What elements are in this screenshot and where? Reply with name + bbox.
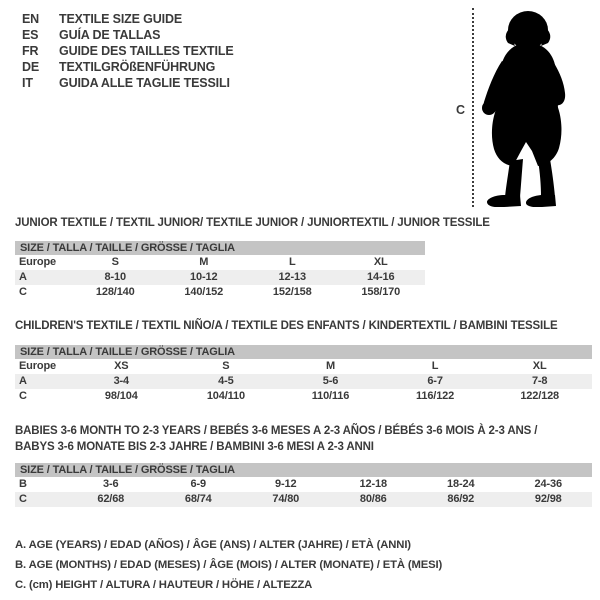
table-cell: 3-4 bbox=[113, 375, 130, 387]
height-measure-dotted-line bbox=[472, 8, 474, 207]
table-row bbox=[15, 492, 592, 507]
table-cell: 158/170 bbox=[361, 286, 401, 298]
table-cell: M bbox=[199, 256, 209, 268]
language-title: GUÍA DE TALLAS bbox=[59, 28, 161, 42]
table-cell: 4-5 bbox=[218, 375, 234, 387]
language-code: EN bbox=[22, 12, 40, 26]
measurement-legend bbox=[15, 535, 442, 595]
size-header-bar: SIZE / TALLA / TAILLE / GRÖSSE / TAGLIA bbox=[15, 463, 592, 477]
table-cell: 116/122 bbox=[416, 390, 455, 402]
language-title: TEXTILGRÖßENFÜHRUNG bbox=[59, 60, 216, 74]
language-row bbox=[22, 11, 234, 27]
table-cell: 24-36 bbox=[534, 478, 562, 490]
height-measure-label: C bbox=[456, 103, 465, 117]
legend-line-a: A. AGE (YEARS) / EDAD (AÑOS) / ÂGE (ANS) / ALTER (JAHRE) / ETÀ (ANNI) bbox=[15, 539, 411, 551]
table-cell: 6-7 bbox=[427, 375, 443, 387]
language-title-list bbox=[22, 11, 234, 91]
legend-line-b: B. AGE (MONTHS) / EDAD (MESES) / ÂGE (MOIS) / ALTER (MONATE) / ETÀ (MESI) bbox=[15, 559, 443, 571]
table-cell: 12-18 bbox=[359, 478, 387, 490]
table-cell: 74/80 bbox=[272, 493, 300, 505]
table-cell: 80/86 bbox=[359, 493, 387, 505]
junior-textile-title bbox=[15, 215, 490, 231]
table-cell: 7-8 bbox=[531, 375, 548, 387]
table-row bbox=[15, 374, 592, 389]
table-cell: 122/128 bbox=[520, 390, 560, 402]
row-label: C bbox=[19, 390, 27, 402]
table-title-line: JUNIOR TEXTILE / TEXTIL JUNIOR/ TEXTILE JUNIOR / JUNIORTEXTIL / JUNIOR TESSILE bbox=[15, 217, 490, 229]
babies-textile-title bbox=[15, 423, 537, 455]
table-cell: 3-6 bbox=[103, 478, 119, 490]
table-cell: 12-13 bbox=[278, 271, 306, 283]
size-header-bar: SIZE / TALLA / TAILLE / GRÖSSE / TAGLIA bbox=[15, 241, 425, 255]
row-label: Europe bbox=[19, 360, 56, 372]
table-title-line: BABYS 3-6 MONATE BIS 2-3 JAHRE / BAMBINI 3-6 MESI A 2-3 ANNI bbox=[15, 441, 374, 453]
table-cell: 62/68 bbox=[97, 493, 125, 505]
table-row bbox=[15, 389, 592, 404]
row-label: B bbox=[19, 478, 27, 490]
row-label: Europe bbox=[19, 256, 56, 268]
table-cell: 6-9 bbox=[190, 478, 206, 490]
table-cell: 104/110 bbox=[206, 390, 245, 402]
language-title: GUIDA ALLE TAGLIE TESSILI bbox=[59, 76, 230, 90]
language-code: DE bbox=[22, 60, 40, 74]
row-label: A bbox=[19, 375, 27, 387]
language-row bbox=[22, 27, 234, 43]
table-cell: 14-16 bbox=[367, 271, 395, 283]
table-cell: L bbox=[288, 256, 296, 268]
language-title: GUIDE DES TAILLES TEXTILE bbox=[59, 44, 234, 58]
size-header-bar: SIZE / TALLA / TAILLE / GRÖSSE / TAGLIA bbox=[15, 345, 592, 359]
table-cell: 68/74 bbox=[184, 493, 212, 505]
table-cell: 98/104 bbox=[104, 390, 138, 402]
table-cell: XL bbox=[373, 256, 388, 268]
table-row bbox=[15, 285, 425, 300]
table-row bbox=[15, 477, 592, 492]
babies-size-table bbox=[15, 463, 592, 507]
table-cell: XS bbox=[114, 360, 129, 372]
table-cell: 5-6 bbox=[322, 375, 339, 387]
table-title-line: BABIES 3-6 MONTH TO 2-3 YEARS / BEBÉS 3-6 MESES A 2-3 AÑOS / BÉBÉS 3-6 MOIS À 2-3 ANS / bbox=[15, 425, 538, 437]
table-cell: 128/140 bbox=[95, 286, 135, 298]
language-row bbox=[22, 75, 234, 91]
language-row bbox=[22, 43, 234, 59]
table-cell: S bbox=[222, 360, 230, 372]
row-label: C bbox=[19, 493, 27, 505]
table-cell: 152/158 bbox=[272, 286, 312, 298]
language-row bbox=[22, 59, 234, 75]
table-row bbox=[15, 359, 592, 374]
language-code: ES bbox=[22, 28, 39, 42]
childrens-size-table bbox=[15, 345, 592, 404]
table-cell: S bbox=[111, 256, 119, 268]
language-code: FR bbox=[22, 44, 39, 58]
table-cell: M bbox=[325, 360, 335, 372]
table-cell: 92/98 bbox=[534, 493, 562, 505]
table-cell: 10-12 bbox=[190, 271, 218, 283]
table-cell: 110/116 bbox=[311, 390, 350, 402]
table-row bbox=[15, 270, 425, 285]
row-label: C bbox=[19, 286, 27, 298]
table-row bbox=[15, 255, 425, 270]
table-cell: L bbox=[431, 360, 439, 372]
table-cell: XL bbox=[532, 360, 547, 372]
table-cell: 18-24 bbox=[447, 478, 475, 490]
language-code: IT bbox=[22, 76, 33, 90]
table-cell: 140/152 bbox=[184, 286, 224, 298]
childrens-textile-title bbox=[15, 318, 558, 334]
table-title-line: CHILDREN'S TEXTILE / TEXTIL NIÑO/A / TEXTILE DES ENFANTS / KINDERTEXTIL / BAMBINI TESSILE bbox=[15, 320, 558, 332]
table-cell: 9-12 bbox=[275, 478, 297, 490]
table-cell: 86/92 bbox=[447, 493, 475, 505]
junior-size-table bbox=[15, 241, 425, 300]
table-cell: 8-10 bbox=[104, 271, 126, 283]
baby-silhouette-icon bbox=[480, 9, 568, 207]
language-title: TEXTILE SIZE GUIDE bbox=[59, 12, 183, 26]
legend-line-c: C. (cm) HEIGHT / ALTURA / HAUTEUR / HÖHE / ALTEZZA bbox=[15, 579, 313, 591]
row-label: A bbox=[19, 271, 27, 283]
